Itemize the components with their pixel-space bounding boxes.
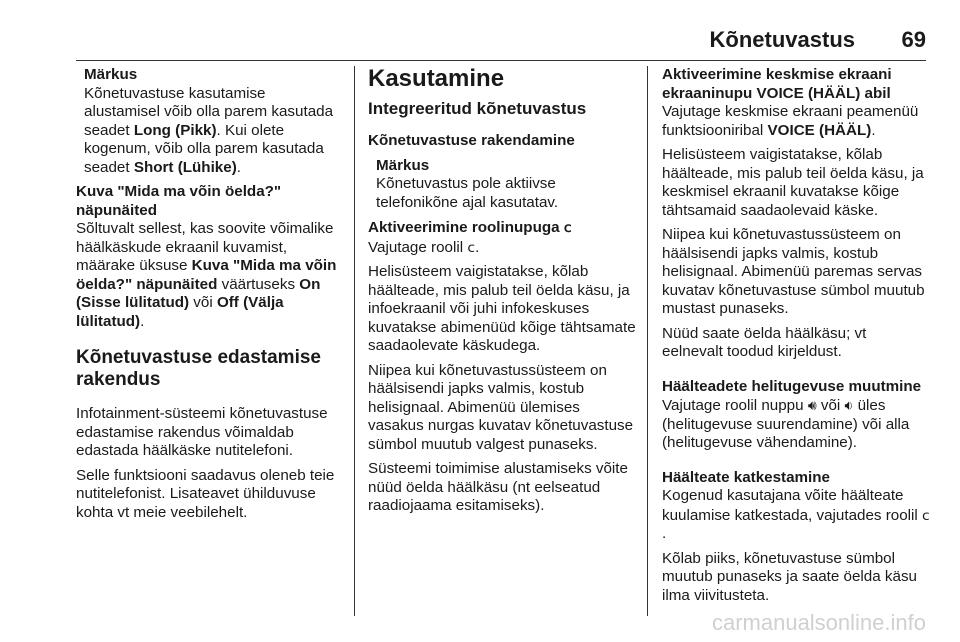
paragraph: Infotainment-süsteemi kõnetuvastuse edastamise rakendus võimaldab edastada häälkäske nutitelefoni. xyxy=(76,405,328,459)
section-subtitle: Integreeritud kõnetuvastus xyxy=(368,99,587,118)
voice-icon: 𝖼 xyxy=(467,238,476,255)
column-divider-1 xyxy=(354,66,355,616)
paragraph: Nüüd saate öelda häälkäsu; vt eelnevalt toodud kirjeldust. xyxy=(662,324,867,360)
subsection-heading: Kõnetuvastuse rakendamine xyxy=(368,132,575,149)
paragraph: Kõlab piiks, kõnetuvastuse sümbol muutub punaseks ja saate öelda käsu ilma viivitusteta. xyxy=(662,549,917,604)
volume-text: üles (helitugevuse suurendamine) või alla (helitugevuse vähendamine). xyxy=(662,397,910,451)
kuva-text: Sõltuvalt sellest, kas soovite võimalike häälkäskude ekraanil kuvamist, määrake üksuse xyxy=(76,220,334,274)
kuva-setting: Kuva "Mida ma võin öelda?" näpunäited xyxy=(76,257,337,293)
note-heading: Märkus xyxy=(84,66,138,83)
section-title: Kasutamine xyxy=(368,65,505,92)
kuva-text: . xyxy=(140,312,145,330)
note-block xyxy=(368,157,636,213)
volume-text: või xyxy=(820,397,841,414)
volume-text: Vajutage roolil nuppu xyxy=(662,397,804,414)
paragraph: Selle funktsiooni saadavus oleneb teie nutitelefonist. Lisateavet ühilduvuse kohta vt meie veebilehelt. xyxy=(76,466,335,521)
interrupt-body xyxy=(662,487,930,544)
header-title: Kõnetuvastus xyxy=(709,27,855,52)
interrupt-text: . xyxy=(662,525,667,542)
header-rule xyxy=(76,60,926,61)
paragraph: Süsteemi toimimise alustamiseks võite nüüd öelda häälkäsu (nt eelseatud raadiojaama esitamiseks). xyxy=(368,460,628,514)
paragraph: Helisüsteem vaigistatakse, kõlab häälteade, mis palub teil öelda käsu, ja keskmisel ekraanil kuvatakse kõige tähtsamaid saadaolevaid käske. xyxy=(662,146,924,219)
section-heading: Kõnetuvastuse edastamise rakendus xyxy=(76,347,321,390)
column-divider-2 xyxy=(647,66,648,616)
note-setting-short: Short (Lühike) xyxy=(133,158,237,176)
volume-up-icon: 🔊︎ xyxy=(807,397,817,413)
kuva-on: On (Sisse lülitatud) xyxy=(76,275,321,311)
kuva-text: või xyxy=(189,294,217,311)
paragraph: Niipea kui kõnetuvastussüsteem on häälsisendi japks valmis, kostub helisignaal. Abimenüü paremas servas kuvatav kõnetuvastuse sümbol muutub mustast punaseks. xyxy=(662,226,925,317)
page-number: 69 xyxy=(901,27,926,52)
voice-button-heading: Aktiveerimine keskmise ekraani ekraaninupu VOICE (HÄÄL) abil xyxy=(662,66,892,102)
heading-text: Aktiveerimine roolinupuga xyxy=(368,219,560,236)
kuva-text: väärtuseks xyxy=(217,275,300,293)
page-header xyxy=(0,27,960,57)
voice-label: VOICE (HÄÄL) xyxy=(767,121,872,139)
paragraph-text: . xyxy=(871,121,876,139)
column-3 xyxy=(662,66,930,611)
instruction-text: Vajutage roolil xyxy=(368,238,464,256)
interrupt-heading: Häälteate katkestamine xyxy=(662,468,830,486)
note-heading: Märkus xyxy=(376,156,430,174)
voice-icon: 𝖼 xyxy=(563,219,572,235)
column-1 xyxy=(76,66,344,528)
volume-heading: Häälteadete helitugevuse muutmine xyxy=(662,377,922,395)
paragraph-text: Vajutage keskmise ekraani peamenüü funktsiooniribal xyxy=(662,103,919,139)
note-text: Kõnetuvastuse kasutamise alustamisel võib olla parem kasutada seadet xyxy=(84,84,334,139)
note-body xyxy=(84,85,344,178)
note-body: Kõnetuvastus pole aktiivse telefonikõne ajal kasutatav. xyxy=(376,175,559,211)
watermark: carmanualsonline.info xyxy=(711,610,926,635)
volume-down-icon: 🔉︎ xyxy=(844,397,854,413)
note-setting-long: Long (Pikk) xyxy=(133,121,217,139)
paragraph xyxy=(662,103,930,140)
column-2 xyxy=(368,66,636,522)
note-block xyxy=(76,66,344,177)
note-text: . xyxy=(236,158,241,176)
roolinupp-heading xyxy=(368,218,636,238)
paragraph: Helisüsteem vaigistatakse, kõlab häälteade, mis palub teil öelda käsu, ja infoekraanil või juhi infokeskuses kuvatakse abimenüüd kõige tähtsamate saadaolevate käskudega. xyxy=(368,263,636,354)
kuva-heading: Kuva "Mida ma võin öelda?" näpunäited xyxy=(76,183,282,219)
kuva-off: Off (Välja lülitatud) xyxy=(76,294,284,330)
note-text: . Kui olete kogenum, võib olla parem kasutada seadet xyxy=(84,121,324,176)
volume-body xyxy=(662,396,930,453)
kuva-body xyxy=(76,220,344,331)
paragraph: Niipea kui kõnetuvastussüsteem on häälsisendi japks valmis, kostub helisignaal. Abimenüü ülemises vasakus nurgas kuvatav kõnetuvastuse sümbol muutub valgest punaseks. xyxy=(368,361,634,453)
instruction: Vajutage roolil 𝖼. xyxy=(368,238,480,256)
voice-icon: 𝖼 xyxy=(922,506,930,523)
interrupt-text: Kogenud kasutajana võite häälteate kuulamise katkestada, vajutades roolil xyxy=(662,487,918,524)
